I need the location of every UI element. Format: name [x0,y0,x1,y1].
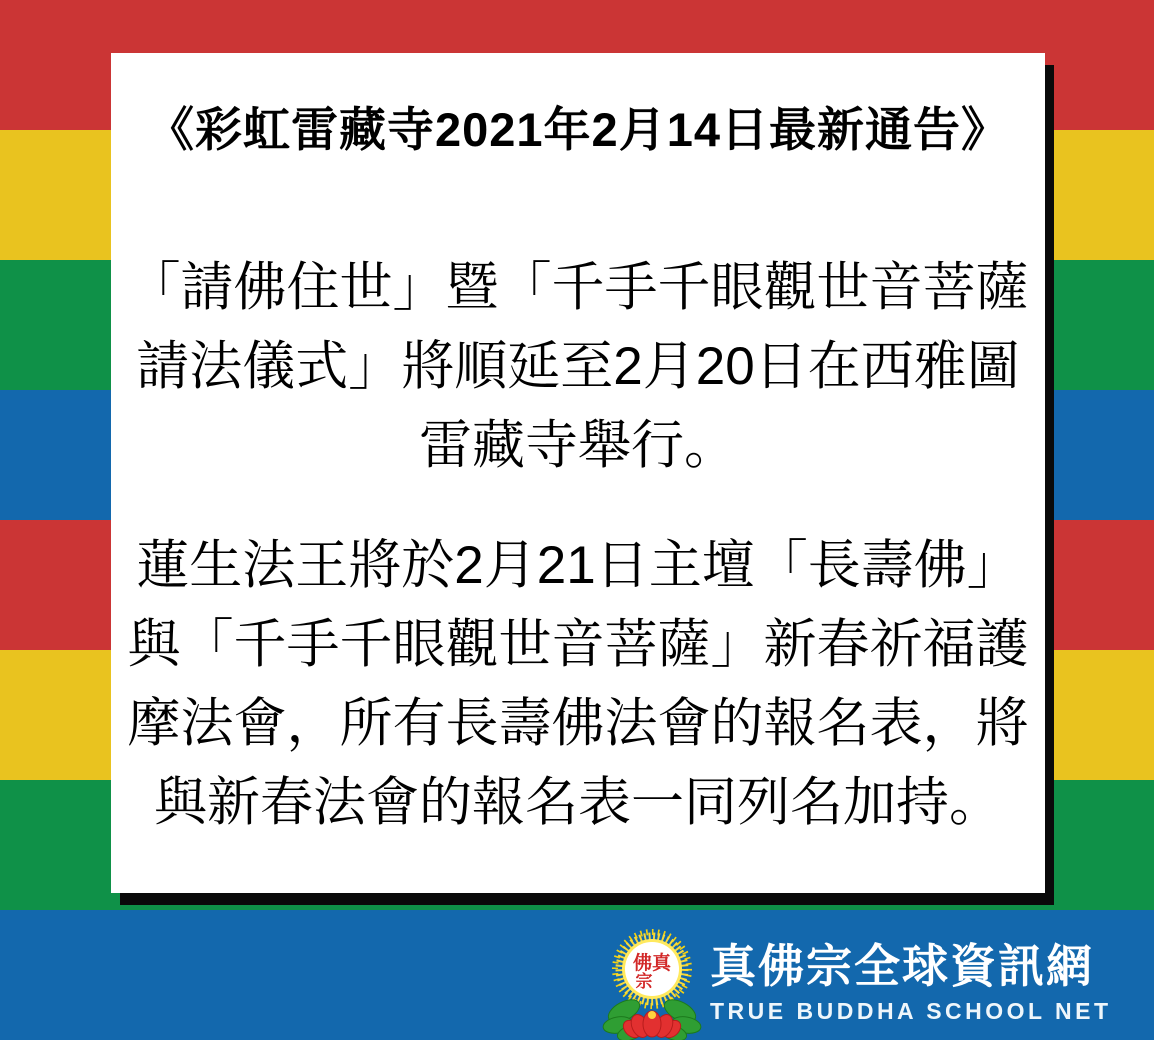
announcement-paragraph-2 [111,526,1045,842]
paragraph-line: 請法儀式」將順延至2月20日在西雅圖 [136,337,1020,396]
footer-brand-block [600,925,1112,1040]
announcement-title: 《彩虹雷藏寺2021年2月14日最新通告》 [147,103,1009,156]
emblem-characters-row2: 宗 [635,972,653,991]
announcement-paragraph-1 [111,248,1045,485]
paragraph-line: 與「千手千眼觀世音菩薩」新春祈福護 [127,615,1029,674]
paragraph-line: 蓮生法王將於2月21日主壇「長壽佛」 [136,536,1020,595]
paragraph-line: 「請佛住世」暨「千手千眼觀世音菩薩 [127,258,1029,317]
paragraph-line: 與新春法會的報名表一同列名加持。 [154,773,1002,832]
lotus-center [648,1011,656,1019]
site-name-english: TRUE BUDDHA SCHOOL NET [710,998,1112,1024]
site-name-chinese: 真佛宗全球資訊網 [710,940,1094,992]
paragraph-line: 摩法會，所有長壽佛法會的報名表，將 [127,694,1029,753]
true-buddha-school-emblem-icon [600,927,704,1040]
emblem-characters-row1: 佛真 [632,953,672,974]
paragraph-line: 雷藏寺舉行。 [419,416,737,475]
announcement-card [111,53,1045,893]
brand-text [710,937,1112,1025]
